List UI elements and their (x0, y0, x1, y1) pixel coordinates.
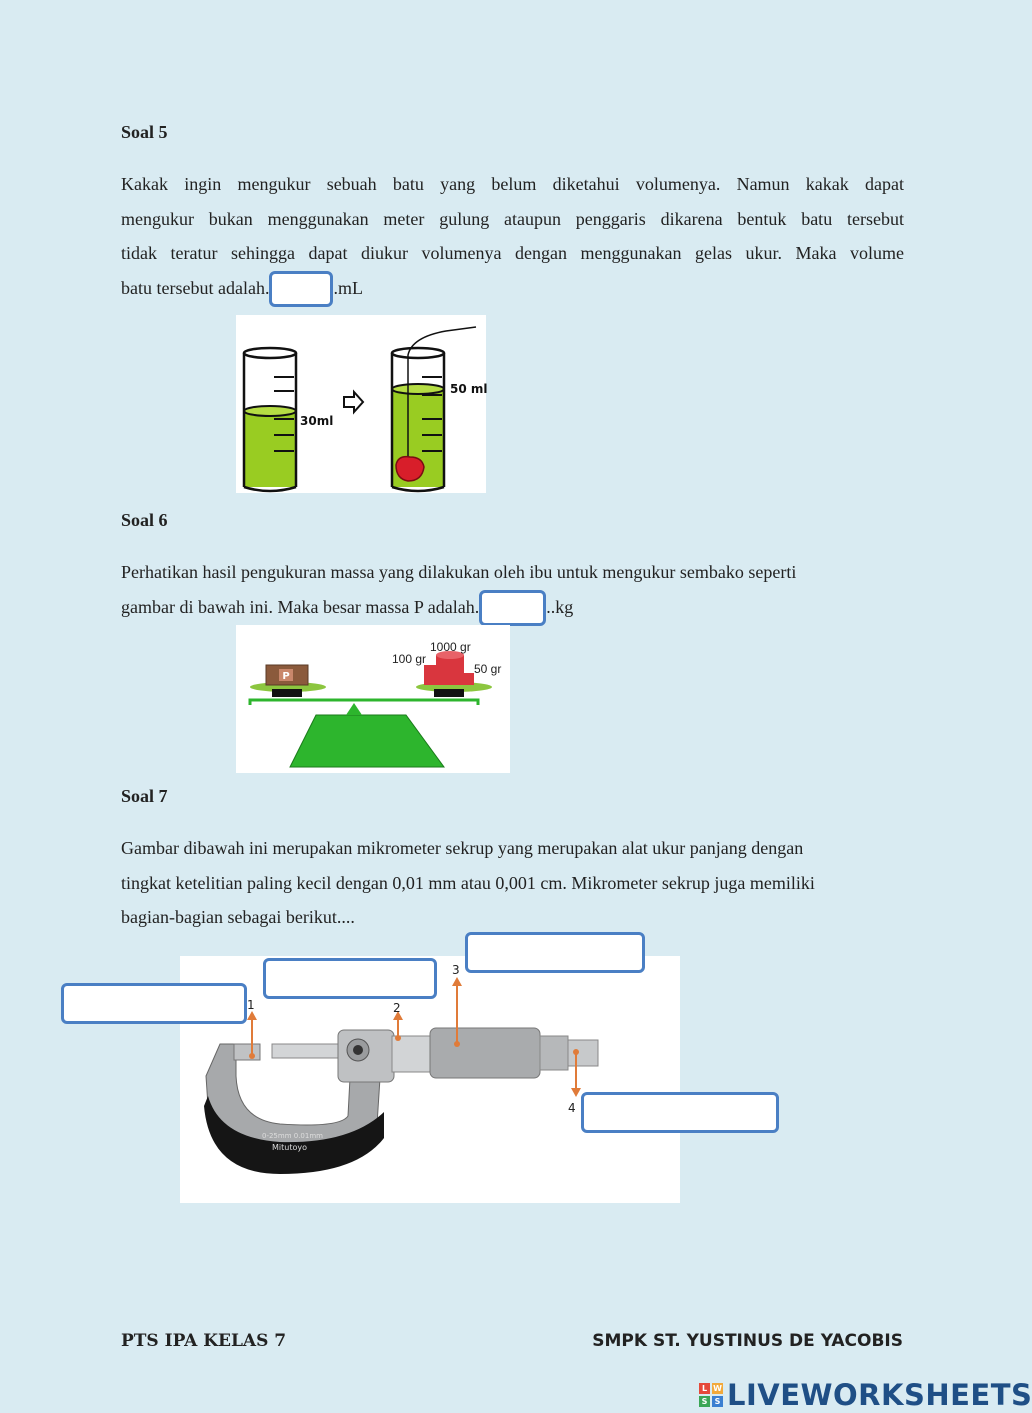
part-1-answer-input[interactable] (61, 983, 247, 1024)
logo-letter-1: L (699, 1383, 710, 1394)
q7-text (121, 831, 904, 935)
part-2-answer-input[interactable] (263, 958, 437, 999)
balance-figure (236, 625, 510, 773)
q7-line3: bagian-bagian sebagai berikut.... (121, 907, 355, 927)
q5-line4-after: .mL (333, 277, 363, 298)
weight-1000gr: 1000 gr (430, 640, 471, 654)
q7-heading: Soal 7 (121, 786, 168, 806)
weight-50gr: 50 gr (474, 662, 502, 676)
q6-answer-input[interactable] (479, 590, 546, 626)
label-30ml: 30ml (300, 414, 334, 428)
weight-100gr: 100 gr (392, 652, 427, 666)
cylinder-figure (236, 315, 486, 493)
label-50ml: 50 ml (450, 382, 488, 396)
q6-line1: Perhatikan hasil pengukuran massa yang dilakukan oleh ibu untuk mengukur sembako seperti (121, 562, 797, 582)
part-number-2: 2 (393, 1001, 401, 1015)
q7-line2: tingkat ketelitian paling kecil dengan 0,01 mm atau 0,001 cm. Mikrometer sekrup juga memiliki (121, 872, 815, 893)
q6-line2-before: gambar di bawah ini. Maka besar massa P adalah. (121, 596, 480, 617)
q7-line1: Gambar dibawah ini merupakan mikrometer sekrup yang merupakan alat ukur panjang dengan (121, 838, 804, 858)
q5-heading: Soal 5 (121, 122, 168, 142)
liveworksheets-text: LIVEWORKSHEETS (727, 1378, 1032, 1412)
part-3-answer-input[interactable] (465, 932, 645, 973)
q6-heading: Soal 6 (121, 510, 168, 530)
cylinder-illustration (236, 315, 486, 493)
logo-letter-4: S (712, 1396, 723, 1407)
footer-left: PTS IPA KELAS 7 (121, 1331, 287, 1351)
frame-range: 0-25mm 0.01mm (262, 1132, 323, 1140)
part-number-3: 3 (452, 963, 460, 977)
logo-letter-3: S (699, 1396, 710, 1407)
p-label: P (282, 671, 290, 682)
footer-right: SMPK ST. YUSTINUS DE YACOBIS (592, 1331, 903, 1351)
q6-text (121, 555, 904, 626)
q5-text (121, 167, 904, 307)
q6-line2-after: ..kg (546, 596, 574, 617)
part-number-1: 1 (247, 998, 255, 1012)
balance-illustration (236, 625, 510, 773)
logo-letter-2: W (713, 1384, 722, 1393)
q5-line2: mengukur bukan menggunakan meter gulung ataupun penggaris dikarena bentuk batu tersebut (121, 208, 904, 229)
frame-brand: Mitutoyo (272, 1143, 307, 1152)
liveworksheets-watermark (699, 1378, 1032, 1412)
part-number-4: 4 (568, 1101, 576, 1115)
q5-line1: Kakak ingin mengukur sebuah batu yang belum diketahui volumenya. Namun kakak dapat (121, 174, 904, 194)
liveworksheets-logo-icon (699, 1383, 723, 1407)
q5-line4-before: batu tersebut adalah. (121, 277, 270, 298)
q5-line3: tidak teratur sehingga dapat diukur volumenya dengan menggunakan gelas ukur. Maka volume (121, 243, 904, 263)
q5-answer-input[interactable] (269, 271, 333, 307)
part-4-answer-input[interactable] (581, 1092, 779, 1133)
